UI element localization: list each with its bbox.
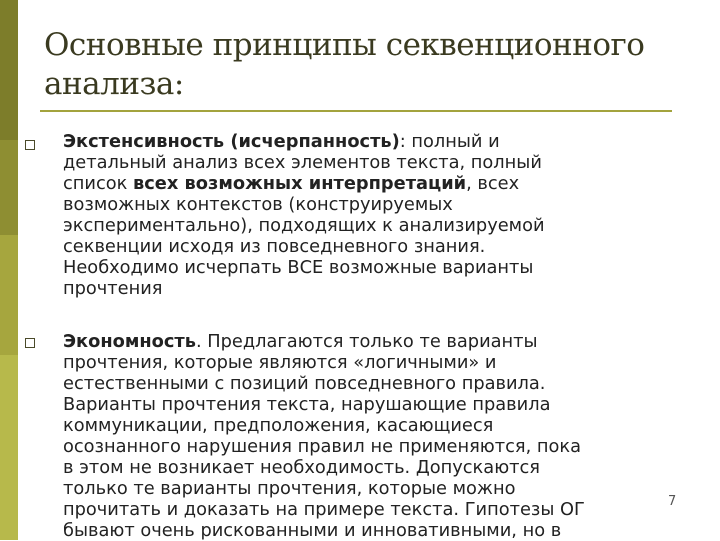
text-line (63, 331, 703, 352)
text-line: коммуникации, предположения, касающиеся (63, 415, 494, 436)
slide-title (44, 26, 684, 104)
text-line: прочтения, которые являются «логичными» и (63, 352, 497, 373)
text-line: детальный анализ всех элементов текста, полный (63, 152, 542, 173)
text-line: прочтения (63, 278, 163, 299)
bullet-paragraph-economy (63, 331, 703, 541)
slide-title-line: Основные принципы секвенционного (44, 27, 645, 63)
text-line: Варианты прочтения текста, нарушающие правила (63, 394, 551, 415)
text-fragment: : полный и (399, 131, 500, 152)
accent-segment (0, 0, 18, 140)
text-line (63, 173, 703, 194)
text-line: в этом не возникает необходимость. Допускаются (63, 457, 540, 478)
slide-title-line: анализа: (44, 66, 184, 102)
page-number: 7 (668, 494, 677, 509)
text-fragment: список (63, 173, 134, 194)
text-line (63, 131, 703, 152)
bold-term: Экономность (63, 331, 196, 352)
bold-term: всех возможных интерпретаций (133, 173, 467, 194)
text-line: прочитать и доказать на примере текста. Гипотезы ОГ (63, 499, 585, 520)
text-line: осознанного нарушения правил не применяются, пока (63, 436, 582, 457)
text-line: секвенции исходя из повседневного знания. (63, 236, 486, 257)
text-fragment: . Предлагаются только те варианты (195, 331, 538, 352)
accent-segment (0, 235, 18, 355)
text-line: экспериментально), подходящих к анализируемой (63, 215, 545, 236)
bold-term: Экстенсивность (исчерпанность) (63, 131, 400, 152)
bullet-square-icon (25, 338, 35, 348)
text-fragment: , всех (466, 173, 520, 194)
text-line: только те варианты прочтения, которые можно (63, 478, 516, 499)
accent-segment (0, 140, 18, 235)
text-line: Необходимо исчерпать ВСЕ возможные варианты (63, 257, 534, 278)
text-line: естественными с позиций повседневного правила. (63, 373, 546, 394)
bullet-square-icon (25, 140, 35, 150)
title-divider (40, 110, 672, 112)
accent-segment (0, 355, 18, 540)
text-line: бывают очень рискованными и инновативными, но в (63, 520, 562, 541)
left-accent-bar (0, 0, 18, 540)
bullet-paragraph-extensiveness (63, 131, 703, 299)
text-line: возможных контекстов (конструируемых (63, 194, 453, 215)
